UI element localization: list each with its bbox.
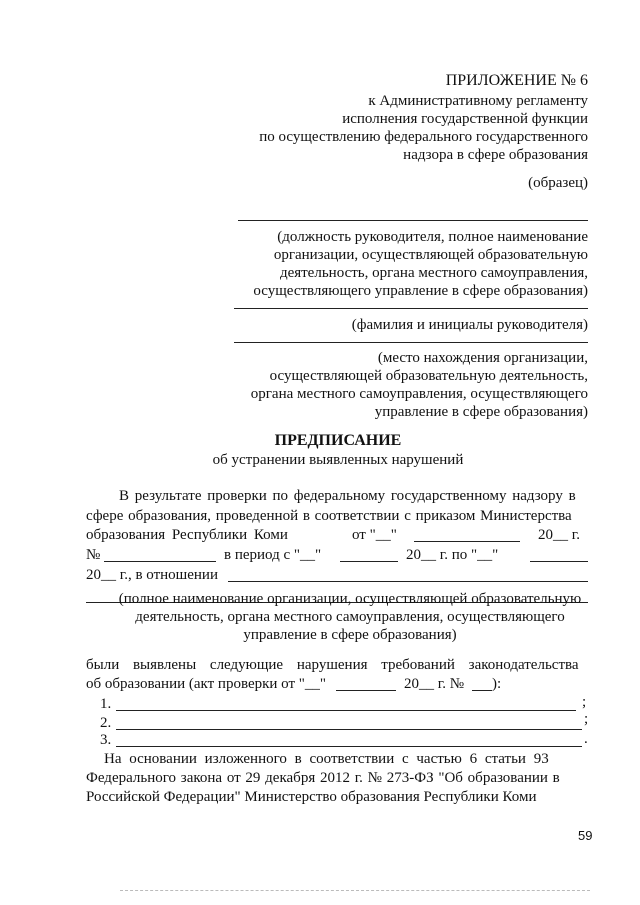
para1-line-3c: 20__ г. [538,527,580,543]
position-caption-3: деятельность, органа местного самоуправления, [279,265,588,281]
para2-line-2c: ): [492,676,502,692]
order-number-line [104,561,216,562]
org-caption-1: (полное наименование организации, осуществляющей образовательную [118,591,582,607]
org-caption-3: управление в сфере образования) [243,627,457,643]
para1-line-5a: 20__ г., в отношении [86,567,218,583]
violation-item-2-line [116,729,582,730]
violation-item-3-end: . [584,731,588,747]
position-caption-1: (должность руководителя, полное наименование [277,229,588,245]
scan-artifact-line [120,890,590,891]
para1-line-4a: № [86,547,101,563]
header-line-4: надзора в сфере образования [403,147,588,163]
para1-line-3b: от "__" [352,527,397,543]
position-field-line [238,220,588,221]
para1-line-4c: 20__ г. по "__" [406,547,499,563]
position-caption-4: осуществляющего управление в сфере образования) [253,283,588,299]
violation-item-1-num: 1. [100,696,112,712]
name-caption: (фамилия и инициалы руководителя) [351,317,588,333]
appendix-title: ПРИЛОЖЕНИЕ № 6 [445,72,588,89]
period-from-line [340,561,398,562]
document-title: ПРЕДПИСАНИЕ [274,432,402,449]
position-caption-2: организации, осуществляющей образовательную [273,247,588,263]
name-field-line [234,308,588,309]
para3-line-3: Российской Федерации" Министерство образования Республики Коми [86,789,537,805]
para1-line-1: В результате проверки по федеральному государственному надзору в [119,488,576,504]
header-line-1: к Административному регламенту [368,93,588,109]
violation-item-3-line [116,746,582,747]
para1-line-4b: в период с "__" [224,547,322,563]
para2-line-2b: 20__ г. № [404,676,465,692]
location-field-line [234,342,588,343]
header-line-2: исполнения государственной функции [342,111,588,127]
violation-item-2-num: 2. [100,715,112,731]
header-line-3: по осуществлению федерального государственного [259,129,588,145]
act-date-line [336,690,396,691]
violation-item-2-end: ; [584,711,589,727]
page-number: 59 [578,828,593,843]
org-caption-2: деятельность, органа местного самоуправления, осуществляющего [135,609,565,625]
sample-label: (образец) [528,175,588,191]
para3-line-2: Федерального закона от 29 декабря 2012 г. № 273-ФЗ "Об образовании в [86,770,560,786]
violation-item-1-end: ; [582,694,587,710]
para1-line-3a: образования Республики Коми [86,527,288,543]
para3-line-1: На основании изложенного в соответствии с частью 6 статьи 93 [104,751,549,767]
location-caption-4: управление в сфере образования) [374,404,588,420]
location-caption-3: органа местного самоуправления, осуществляющего [250,386,588,402]
para2-line-2a: об образовании (акт проверки от "__" [86,676,327,692]
violation-item-1-line [116,710,576,711]
period-to-line [530,561,588,562]
location-caption-2: осуществляющей образовательную деятельность, [269,368,588,384]
location-caption-1: (место нахождения организации, [377,350,588,366]
act-number-line [472,690,492,691]
para2-line-1: были выявлены следующие нарушения требований законодательства [86,657,579,673]
violation-item-3-num: 3. [100,732,112,748]
para1-line-2: сфере образования, проведенной в соответствии с приказом Министерства [86,508,572,524]
org-field-line-1 [228,581,588,582]
order-date-line [414,541,520,542]
document-subtitle: об устранении выявленных нарушений [212,452,464,468]
